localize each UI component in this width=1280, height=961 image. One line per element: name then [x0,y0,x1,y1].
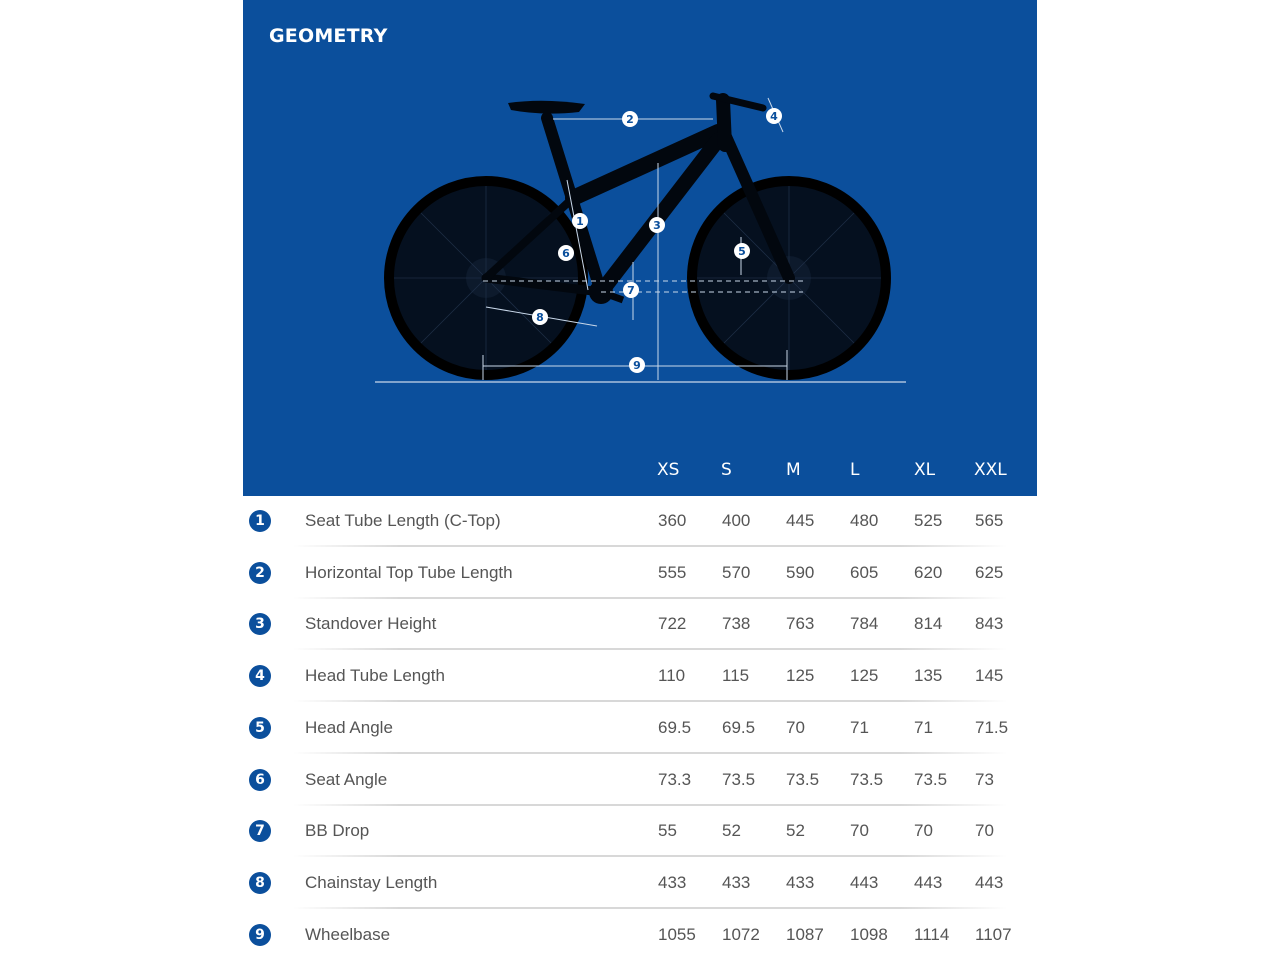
table-row [243,703,1037,754]
row-label: Horizontal Top Tube Length [305,562,513,582]
size-header-xxl: XXL [974,460,1007,480]
svg-text:9: 9 [633,359,641,372]
row-number-badge: 6 [249,769,271,791]
marker-1 [572,213,588,229]
svg-text:3: 3 [653,219,661,232]
size-header-xs: XS [657,460,680,480]
cell-xs: 722 [658,614,687,634]
table-row [243,548,1037,599]
cell-m: 52 [786,821,805,841]
cell-xxl: 73 [975,769,994,789]
cell-s: 115 [722,666,750,686]
cell-l: 480 [850,511,879,530]
bike-geometry-diagram [243,0,1037,430]
cell-xl: 70 [914,821,933,841]
cell-m: 763 [786,614,815,634]
svg-text:6: 6 [562,247,570,260]
cell-l: 73.5 [850,769,884,789]
svg-text:1: 1 [576,215,584,228]
row-divider [293,648,1007,650]
svg-text:7: 7 [627,284,635,297]
cell-xl: 135 [914,666,943,686]
row-label: Head Angle [305,717,393,737]
cell-l: 71 [850,717,869,737]
cell-s: 433 [722,872,751,892]
row-number-badge: 5 [249,717,271,739]
size-header-m: M [786,460,801,480]
size-header-s: S [721,460,732,480]
cell-s: 738 [722,614,751,634]
marker-8 [532,309,548,325]
cell-xxl: 843 [975,614,1004,634]
cell-xs: 1055 [658,924,696,944]
cell-l: 605 [850,562,879,582]
row-number-badge: 7 [249,820,271,842]
marker-6 [558,245,574,261]
cell-s: 570 [722,562,751,582]
panel-title: GEOMETRY [269,25,388,47]
cell-xxl: 625 [975,562,1004,582]
cell-m: 445 [786,511,815,530]
table-row [243,910,1037,961]
cell-xl: 443 [914,872,943,892]
table-row [243,496,1037,547]
cell-s: 52 [722,821,741,841]
cell-s: 400 [722,511,751,530]
cell-m: 433 [786,872,815,892]
cell-xl: 73.5 [914,769,948,789]
size-header-xl: XL [914,460,936,480]
cell-s: 1072 [722,924,760,944]
cell-xs: 110 [658,666,686,686]
row-label: Standover Height [305,614,437,634]
row-divider [293,597,1007,599]
cell-m: 590 [786,562,815,582]
row-label: Chainstay Length [305,872,438,892]
cell-m: 73.5 [786,769,820,789]
cell-xs: 433 [658,872,687,892]
table-row [243,755,1037,806]
svg-text:8: 8 [536,311,544,324]
cell-xl: 1114 [914,924,950,944]
marker-9 [629,357,645,373]
cell-xs: 55 [658,821,677,841]
row-label: Wheelbase [305,924,391,944]
bike-silhouette [375,96,906,382]
table-row [243,651,1037,702]
table-row [243,599,1037,650]
cell-xs: 73.3 [658,769,692,789]
cell-xl: 525 [914,511,943,530]
row-label: BB Drop [305,821,370,841]
row-divider [293,545,1007,547]
cell-s: 73.5 [722,769,756,789]
row-divider [293,752,1007,754]
table-row [243,858,1037,909]
row-divider [293,700,1007,702]
row-divider [293,804,1007,806]
cell-s: 69.5 [722,717,756,737]
row-label: Seat Angle [305,769,388,789]
cell-xs: 69.5 [658,717,692,737]
cell-xxl: 1107 [975,924,1012,944]
row-divider [293,855,1007,857]
marker-5 [734,243,750,259]
row-number-badge: 8 [249,872,271,894]
row-label: Seat Tube Length (C-Top) [305,511,501,530]
cell-xxl: 71.5 [975,717,1009,737]
cell-xl: 620 [914,562,943,582]
cell-xs: 555 [658,562,687,582]
row-label: Head Tube Length [305,666,445,686]
cell-xxl: 443 [975,872,1004,892]
cell-l: 125 [850,666,879,686]
cell-m: 70 [786,717,805,737]
marker-7 [623,282,639,298]
svg-text:5: 5 [738,245,746,258]
cell-xs: 360 [658,511,687,530]
svg-text:2: 2 [626,113,634,126]
geometry-panel [243,0,1037,496]
cell-l: 70 [850,821,869,841]
cell-xl: 814 [914,614,943,634]
svg-text:4: 4 [770,110,778,123]
row-number-badge: 1 [249,510,271,532]
cell-xxl: 145 [975,666,1004,686]
cell-l: 443 [850,872,879,892]
cell-xxl: 565 [975,511,1004,530]
cell-xl: 71 [914,717,933,737]
marker-3 [649,217,665,233]
cell-l: 784 [850,614,879,634]
cell-m: 125 [786,666,815,686]
row-divider [293,907,1007,909]
cell-m: 1087 [786,924,824,944]
row-number-badge: 2 [249,562,271,584]
cell-l: 1098 [850,924,888,944]
cell-xxl: 70 [975,821,994,841]
row-number-badge: 3 [249,613,271,635]
row-number-badge: 4 [249,665,271,687]
marker-4 [766,108,782,124]
row-number-badge: 9 [249,924,271,946]
size-header-l: L [850,460,860,480]
table-row [243,806,1037,857]
marker-2 [622,111,638,127]
